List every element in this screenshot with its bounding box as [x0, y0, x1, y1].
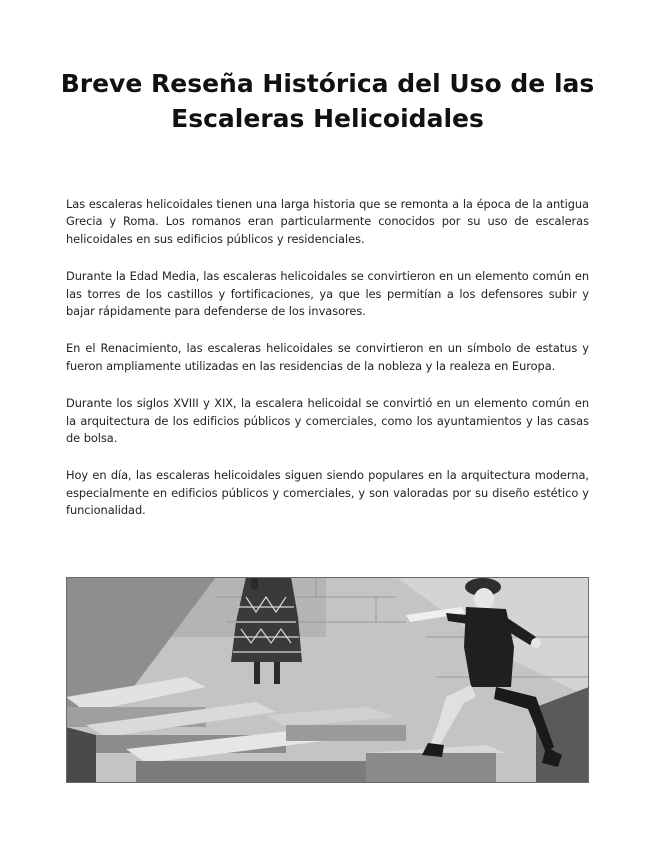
paragraph-middle-ages: Durante la Edad Media, las escaleras helicoidales se convirtieron en un elemento común en las torres de los castillos y fortificaciones, ya que les permitían a los defensores subir y bajar rápidamente para defenderse de los invasores.: [66, 269, 589, 319]
paragraph-ancient-history: Las escaleras helicoidales tienen una larga historia que se remonta a la época de la antigua Grecia y Roma. Los romanos eran particularmente conocidos por su uso de escaleras helicoidales en sus edificios públicos y residenciales.: [66, 197, 589, 246]
recess-shadow: [66, 727, 96, 783]
paragraph-modern-day: Hoy en día, las escaleras helicoidales siguen siendo populares en la arquitectura moderna, especialmente en edificios públicos y comerciales, y son valoradas por su diseño estético y funcionalidad.: [66, 468, 589, 518]
paragraph-18th-19th-centuries: Durante los siglos XVIII y XIX, la escalera helicoidal se convirtió en un elemento común en la arquitectura de los edificios públicos y comerciales, como los ayuntamientos y las casas de bolsa.: [66, 396, 589, 446]
article-body: [66, 196, 589, 540]
staircase-photo: [66, 577, 589, 783]
page-title: Breve Reseña Histórica del Uso de las Escaleras Helicoidales: [60, 69, 595, 133]
staircase-scene-illustration: [66, 577, 589, 783]
paragraph-renaissance: En el Renacimiento, las escaleras helicoidales se convirtieron en un símbolo de estatus y fueron ampliamente utilizadas en las residencias de la nobleza y la realeza en Europa.: [66, 341, 589, 373]
